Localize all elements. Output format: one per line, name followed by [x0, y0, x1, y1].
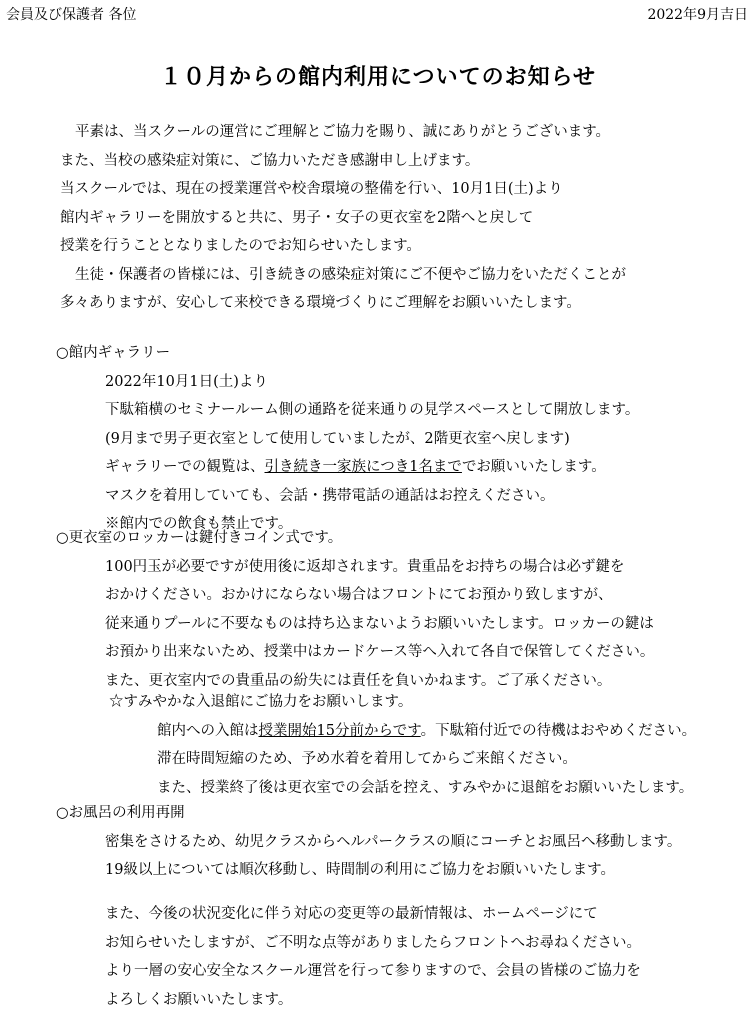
closing-line: また、今後の状況変化に伴う対応の変更等の最新情報は、ホームページにて [105, 906, 598, 922]
gallery-heading: ○館内ギャラリー [56, 345, 171, 361]
entry-text-post: 。下駄箱付近での待機はおやめください。 [420, 722, 697, 739]
document-title: １０月からの館内利用についてのお知らせ [160, 64, 596, 90]
entry-line: 滞在時間短縮のため、予め水着を着用してからご来館ください。 [157, 751, 577, 767]
bath-heading: ○お風呂の利用再開 [56, 805, 185, 821]
intro-line: 平素は、当スクールの運営にご理解とご協力を賜り、誠にありがとうございます。 [75, 124, 611, 140]
issue-date: 2022年9月吉日 [647, 7, 748, 23]
gallery-viewing-line [0, 453, 756, 482]
intro-line: また、当校の感染症対策に、ご協力いただき感謝申し上げます。 [60, 152, 480, 169]
locker-line: おかけください。おかけにならない場合はフロントにてお預かり致しますが、 [105, 587, 613, 603]
bath-section [0, 799, 756, 885]
gallery-section [0, 339, 756, 539]
intro-section [0, 118, 756, 318]
gallery-line: マスクを着用していても、会話・携帯電話の通話はお控えください。 [105, 487, 555, 504]
locker-line: 従来通りプールに不要なものは持ち込まないようお願いいたします。ロッカーの鍵は [105, 615, 654, 632]
locker-heading: ○更衣室のロッカーは鍵付きコイン式です。 [56, 530, 343, 546]
viewing-text-post: でお願いいたします。 [461, 459, 606, 475]
intro-line: 館内ギャラリーを開放すると共に、男子・女子の更衣室を2階へと戻して [60, 209, 534, 226]
entry-time-underlined: 授業開始15分前からです [258, 722, 421, 739]
closing-line: よろしくお願いいたします。 [105, 991, 293, 1008]
closing-line: より一層の安心安全なスクール運営を行って参りますので、会員の皆様のご協力を [105, 963, 641, 979]
entry-line: また、授業終了後は更衣室での会話を控え、すみやかに退館をお願いいたします。 [157, 779, 694, 796]
intro-line: 授業を行うこととなりましたのでお知らせいたします。 [60, 238, 421, 254]
entry-time-line [0, 717, 756, 746]
locker-line: お預かり出来ないため、授業中はカードケース等へ入れて各自で保管してください。 [105, 644, 655, 660]
intro-line: 当スクールでは、現在の授業運営や校舎環境の整備を行い、10月1日(土)より [60, 181, 563, 197]
addressee: 会員及び保護者 各位 [6, 7, 137, 23]
viewing-text-pre: ギャラリーでの観覧は、 [105, 459, 265, 475]
bath-line: 密集をさけるため、幼児クラスからヘルパークラスの順にコーチとお風呂へ移動します。 [105, 833, 682, 850]
entry-heading: ☆すみやかな入退館にご協力をお願いします。 [109, 694, 413, 710]
closing-section [0, 900, 756, 1014]
entry-section [0, 688, 756, 802]
viewing-limit-underlined: 引き続き一家族につき1名まで [264, 459, 462, 475]
gallery-line: 下駄箱横のセミナールーム側の通路を従来通りの見学スペースとして開放します。 [105, 402, 640, 418]
locker-line: 100円玉が必要ですが使用後に返却されます。貴重品をお持ちの場合は必ず鍵を [105, 558, 625, 575]
gallery-line: ※館内での飲食も禁止です。 [105, 516, 293, 532]
intro-line: 生徒・保護者の皆様には、引き続きの感染症対策にご不便やご協力をいただくことが [75, 266, 626, 283]
intro-line: 多々ありますが、安心して来校できる環境づくりにご理解をお願いいたします。 [60, 295, 581, 311]
gallery-line: 2022年10月1日(土)より [105, 373, 268, 390]
locker-section [0, 524, 756, 695]
closing-line: お知らせいたしますが、ご不明な点等がありましたらフロントへお尋ねください。 [105, 934, 642, 951]
bath-line: 19級以上については順次移動し、時間制の利用にご協力をお願いいたします。 [105, 862, 615, 878]
entry-text-pre: 館内への入館は [157, 722, 259, 739]
gallery-line: (9月まで男子更衣室として使用していましたが、2階更衣室へ戻します) [105, 430, 570, 447]
locker-line: また、更衣室内での貴重品の紛失には責任を負いかねます。ご了承ください。 [105, 672, 612, 689]
